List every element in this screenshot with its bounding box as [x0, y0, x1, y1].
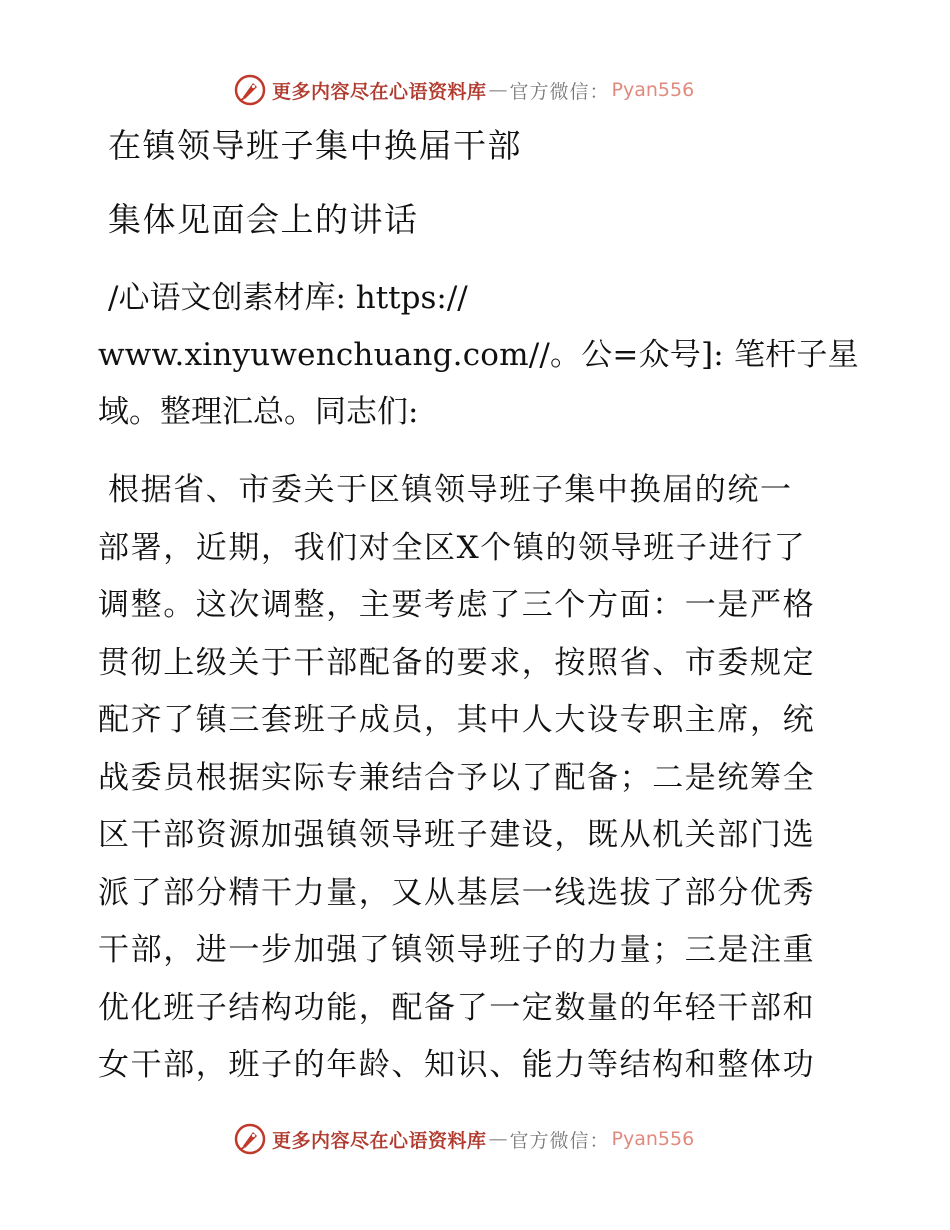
body-line: 部署，近期，我们对全区X个镇的领导班子进行了: [98, 529, 807, 566]
watermark-dash: —: [488, 1128, 508, 1150]
header-watermark: [234, 72, 734, 108]
body-line: 根据省、市委关于区镇领导班子集中换届的统一: [108, 472, 793, 508]
document-title: 在镇领导班子集中换届干部: [108, 126, 522, 165]
body-line: 派了部分精干力量，又从基层一线选拔了部分优秀: [98, 874, 816, 911]
watermark-dash: —: [488, 79, 508, 101]
watermark-wechat-label: 官方微信：: [509, 1129, 610, 1152]
body-line: 贯彻上级关于干部配备的要求，按照省、市委规定: [98, 644, 816, 681]
body-line: 配齐了镇三套班子成员，其中人大设专职主席，统: [98, 702, 816, 738]
watermark-main-text: 更多内容尽在心语资料库: [272, 1129, 487, 1152]
body-line: 战委员根据实际专兼结合予以了配备；二是统筹全: [98, 759, 816, 796]
speech-body-paragraph: [98, 462, 858, 1095]
pen-nib-logo-icon: [234, 1123, 266, 1155]
pen-nib-logo-icon: [234, 74, 266, 106]
body-line: 调整。这次调整，主要考虑了三个方面：一是严格: [98, 587, 816, 623]
source-note: [98, 270, 858, 441]
watermark-wechat-id: Pyan556: [611, 1128, 695, 1150]
source-line: 域。整理汇总。同志们:: [98, 394, 419, 430]
body-line: 优化班子结构功能，配备了一定数量的年轻干部和: [98, 989, 816, 1026]
footer-watermark: [234, 1121, 734, 1157]
source-line: /心语文创素材库: https://: [108, 280, 468, 316]
watermark-wechat-label: 官方微信：: [509, 80, 610, 103]
source-line: www.xinyuwenchuang.com//。公=众号]: 笔杆子星: [98, 337, 859, 373]
watermark-main-text: 更多内容尽在心语资料库: [272, 80, 487, 103]
body-line: 区干部资源加强镇领导班子建设，既从机关部门选: [98, 817, 816, 853]
body-line: 女干部，班子的年龄、知识、能力等结构和整体功: [98, 1047, 816, 1083]
body-line: 干部，进一步加强了镇领导班子的力量；三是注重: [98, 932, 816, 968]
document-subtitle: 集体见面会上的讲话: [108, 200, 419, 239]
watermark-wechat-id: Pyan556: [611, 79, 695, 101]
